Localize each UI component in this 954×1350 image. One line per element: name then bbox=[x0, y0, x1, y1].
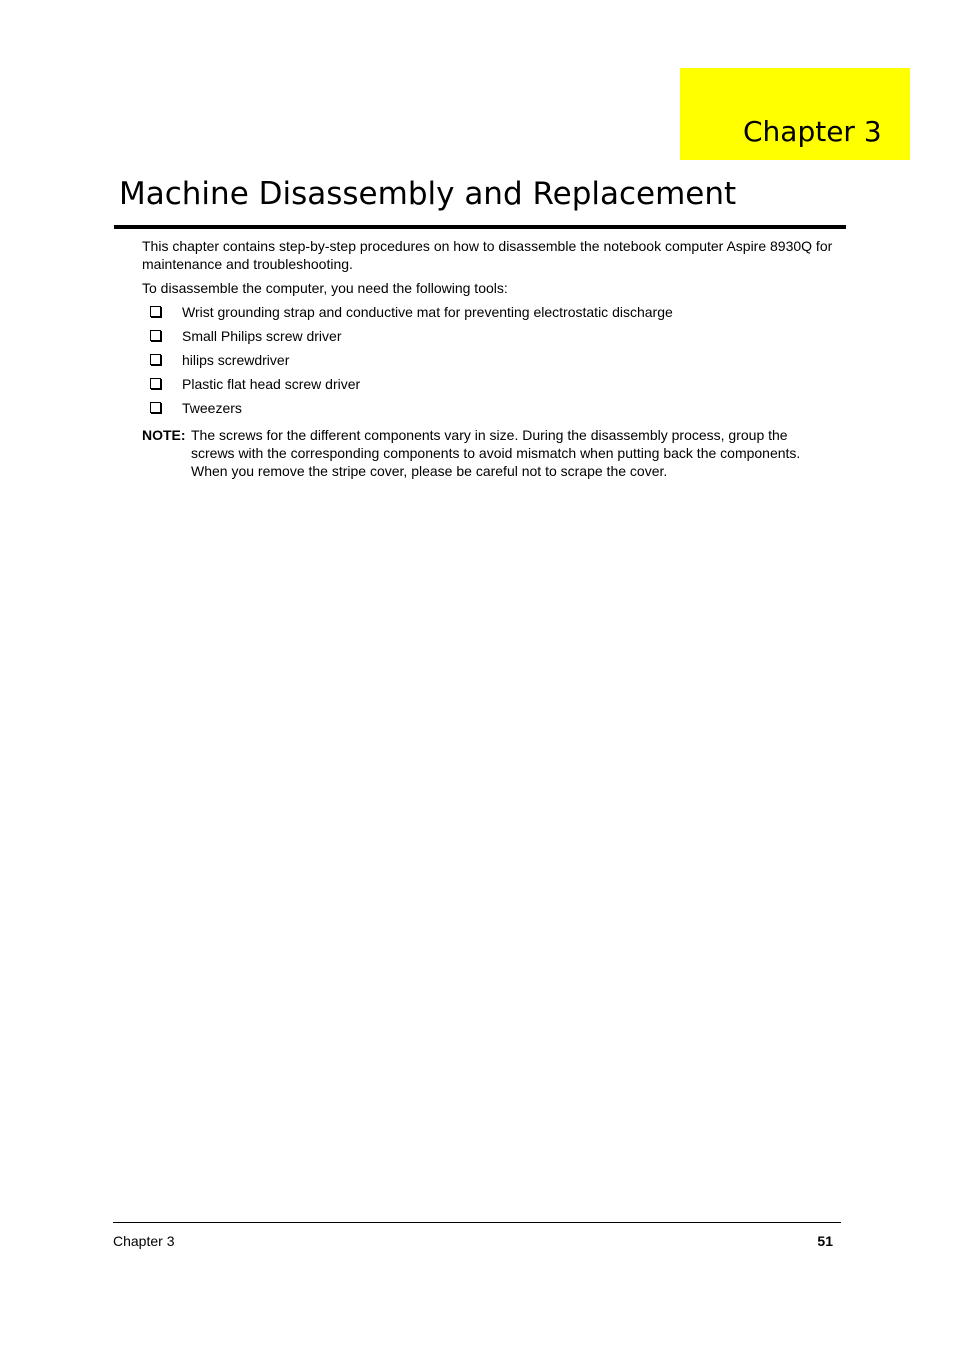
intro-paragraph: This chapter contains step-by-step procedures on how to disassemble the notebook computer Aspire 8930Q for maintenance and troubleshooting. bbox=[142, 238, 833, 272]
tool-label: Small Philips screw driver bbox=[182, 328, 342, 344]
chapter-tab-label: Chapter 3 bbox=[743, 115, 882, 148]
chapter-tab bbox=[680, 68, 910, 160]
title-divider bbox=[114, 225, 846, 229]
checkbox-icon bbox=[150, 378, 161, 389]
checkbox-icon bbox=[150, 330, 161, 341]
checkbox-icon bbox=[150, 354, 161, 365]
checkbox-icon bbox=[150, 402, 161, 413]
page-title: Machine Disassembly and Replacement bbox=[119, 176, 737, 212]
tool-label: Plastic flat head screw driver bbox=[182, 376, 361, 392]
note-block bbox=[142, 426, 832, 480]
checkbox-icon bbox=[150, 306, 161, 317]
tool-label: Tweezers bbox=[182, 400, 242, 416]
note-label: NOTE: bbox=[142, 427, 186, 443]
tool-label: Wrist grounding strap and conductive mat for preventing electrostatic discharge bbox=[182, 304, 673, 320]
footer-chapter: Chapter 3 bbox=[113, 1233, 175, 1249]
note-text: The screws for the different components vary in size. During the disassembly process, group the screws with the corresponding components to avoid mismatch when putting back the components. When you remove the stripe cover, please be careful not to scrape the cover. bbox=[191, 427, 801, 479]
page-number: 51 bbox=[817, 1233, 833, 1249]
tool-label: hilips screwdriver bbox=[182, 352, 290, 368]
tools-lead-paragraph: To disassemble the computer, you need the following tools: bbox=[142, 280, 508, 296]
footer-divider bbox=[113, 1222, 841, 1223]
